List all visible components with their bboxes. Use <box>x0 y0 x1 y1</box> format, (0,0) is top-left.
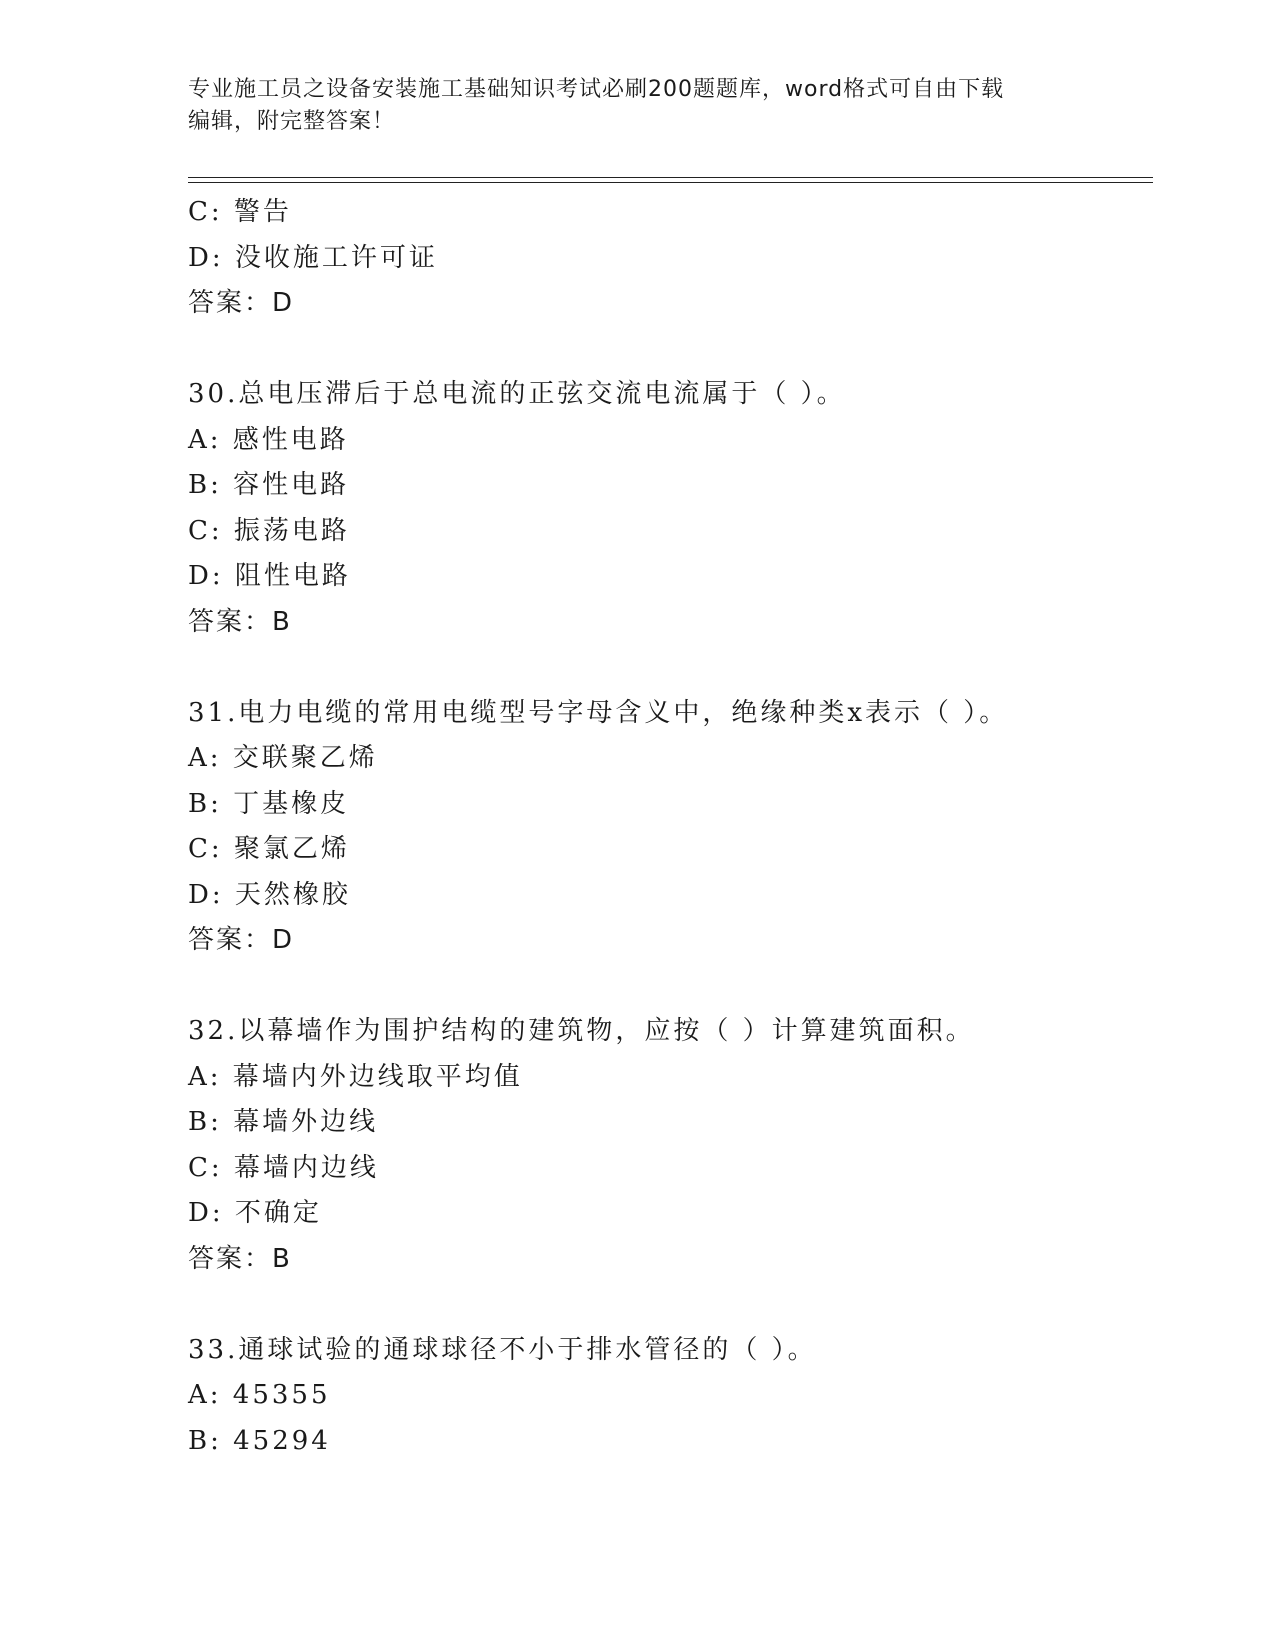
answer-line: 答案：D <box>188 288 295 318</box>
option-a: A: 交联聚乙烯 <box>188 743 378 773</box>
question-list <box>188 190 1148 1464</box>
question-stem: 32.以幕墙作为围护结构的建筑物，应按（ ）计算建筑面积。 <box>188 1016 975 1046</box>
option-b: B: 容性电路 <box>188 470 350 500</box>
header-divider-bottom <box>188 182 1153 183</box>
question-stem: 31.电力电缆的常用电缆型号字母含义中，绝缘种类x表示（ ）。 <box>188 697 1009 728</box>
header-divider-top <box>188 177 1153 178</box>
question-block-31 <box>188 691 1148 964</box>
option-c: C: 聚氯乙烯 <box>188 834 350 864</box>
document-header <box>188 74 1088 138</box>
option-b: B: 丁基橡皮 <box>188 788 350 819</box>
option-c: C: 幕墙内边线 <box>188 1152 379 1183</box>
spacer <box>188 645 1148 691</box>
spacer <box>188 1282 1148 1328</box>
question-block-30 <box>188 372 1148 645</box>
option-a: A: 45355 <box>188 1380 331 1410</box>
option-b: B: 幕墙外边线 <box>188 1107 379 1137</box>
spacer <box>188 964 1148 1010</box>
header-title-line-2: 编辑，附完整答案！ <box>188 109 396 134</box>
answer-line: 答案：B <box>188 1243 292 1274</box>
option-d: D: 不确定 <box>188 1198 322 1228</box>
question-block-33 <box>188 1328 1148 1465</box>
option-d: D: 天然橡胶 <box>188 879 351 910</box>
option-c: C: 警告 <box>188 197 292 227</box>
answer-line: 答案：B <box>188 606 292 637</box>
question-stem: 30.总电压滞后于总电流的正弦交流电流属于（ ）。 <box>188 379 846 409</box>
option-d: D: 没收施工许可证 <box>188 242 438 273</box>
option-d: D: 阻性电路 <box>188 561 351 591</box>
spacer <box>188 327 1148 373</box>
answer-line: 答案：D <box>188 925 295 955</box>
question-block-32 <box>188 1009 1148 1282</box>
option-b: B: 45294 <box>188 1425 331 1456</box>
option-a: A: 感性电路 <box>188 424 349 455</box>
option-a: A: 幕墙内外边线取平均值 <box>188 1061 523 1092</box>
header-title-line-1: 专业施工员之设备安装施工基础知识考试必刷200题题库，word格式可自由下载 <box>188 77 1005 102</box>
question-stem: 33.通球试验的通球球径不小于排水管径的（ ）。 <box>188 1334 817 1365</box>
option-c: C: 振荡电路 <box>188 515 350 546</box>
